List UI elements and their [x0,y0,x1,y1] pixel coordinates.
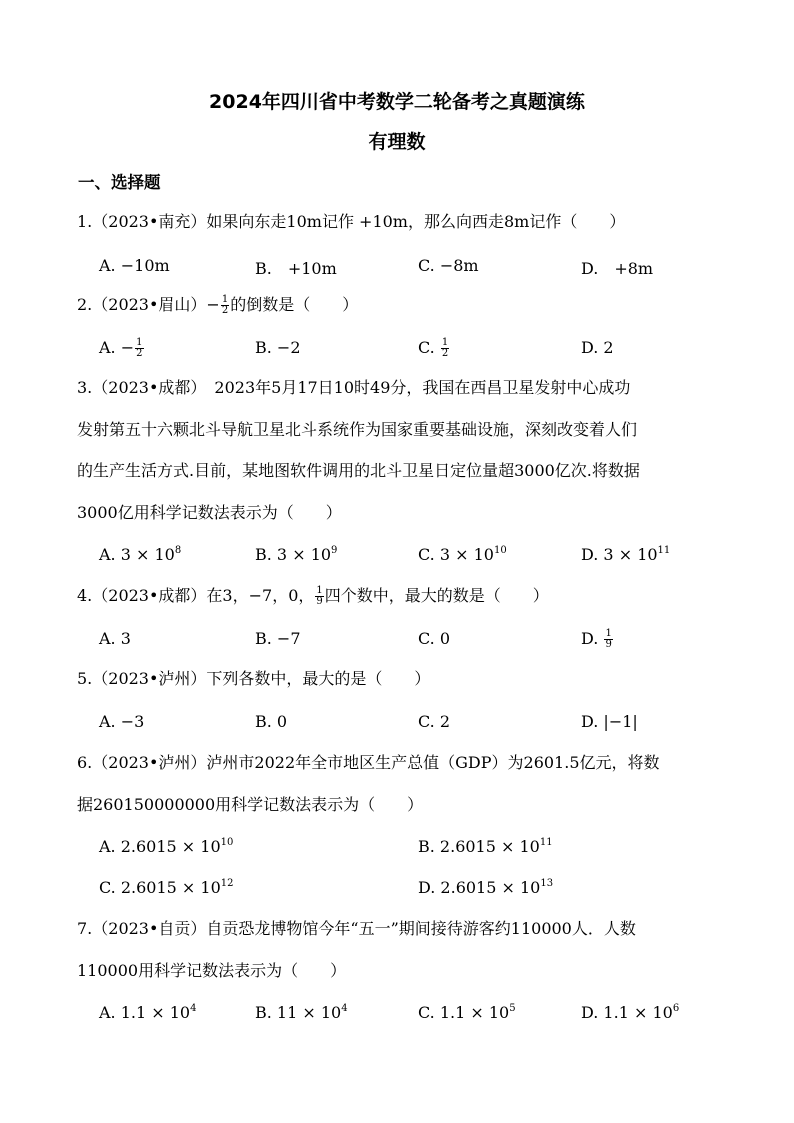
question-4-fraction [315,586,323,607]
question-2-option-b[interactable]: B. −2 [255,338,301,357]
question-2-option-c[interactable] [418,338,450,359]
option-base: A. 2.6015 × 10 [99,837,221,856]
fraction-numerator: 1 [316,585,323,596]
option-base: C. 1.1 × 10 [418,1003,510,1022]
question-3-line-3: 的生产生活方式.目前，某地图软件调用的北斗卫星日定位量超3000亿次.将数据 [77,461,640,480]
question-2-stem [77,284,727,326]
question-3-line-2: 发射第五十六颗北斗导航卫星北斗系统作为国家重要基础设施，深刻改变着人们 [77,419,638,439]
option-base: A. 3 × 10 [99,545,175,564]
fraction-numerator: 1 [441,337,449,348]
question-6 [77,742,727,825]
option-exponent: 10 [220,837,234,848]
option-base: C. 2.6015 × 10 [99,878,221,897]
option-exponent: 10 [493,545,507,556]
option-exponent: 8 [174,545,182,556]
option-base: B. 2.6015 × 10 [418,837,540,856]
option-base: A. 1.1 × 10 [99,1003,191,1022]
question-3-options [99,545,739,575]
question-5-options [99,712,739,742]
question-5-option-b[interactable]: B. 0 [255,712,288,731]
question-7-line-2: 110000用科学记数法表示为（ ） [77,960,347,980]
question-4-option-b[interactable]: B. −7 [255,629,301,648]
option-base: D. 3 × 10 [581,545,658,564]
question-2-options [99,338,739,368]
question-1-option-a[interactable]: A. −10m [99,256,170,275]
question-4-option-c[interactable]: C. 0 [418,629,451,648]
page-title: 2024年四川省中考数学二轮备考之真题演练 [209,91,585,113]
question-1-options [99,256,739,286]
question-3-line-4: 3000亿用科学记数法表示为（ ） [77,502,342,522]
option-exponent: 11 [657,545,671,556]
page-subtitle: 有理数 [368,131,426,153]
question-4-options [99,629,739,659]
fraction-numerator: 1 [605,628,612,639]
option-exponent: 4 [190,1003,197,1014]
fraction-denominator: 2 [221,305,229,316]
option-exponent: 9 [331,545,338,556]
question-2-option-d[interactable]: D. 2 [581,338,614,357]
fraction-denominator: 9 [605,639,612,650]
option-exponent: 11 [539,837,553,848]
question-6-line-2: 据260150000000用科学记数法表示为（ ） [77,794,424,814]
question-4-option-d[interactable] [581,629,614,650]
option-a-prefix: A. − [99,338,135,357]
question-2-option-a[interactable] [99,338,145,359]
question-7-options [99,1003,739,1033]
question-6-options-row-1 [99,837,739,867]
option-exponent: 6 [672,1003,680,1014]
question-5-option-a[interactable]: A. −3 [99,712,145,731]
question-3-option-d[interactable] [581,545,670,564]
question-3 [77,367,727,533]
option-base: C. 3 × 10 [418,545,494,564]
fraction-numerator: 1 [221,294,229,305]
option-a-fraction [135,338,143,359]
question-1-option-b[interactable]: B. +10m [255,259,337,278]
fraction-numerator: 1 [136,337,143,348]
question-2-stem-prefix: 2.（2023•眉山）− [77,295,220,314]
question-1 [77,201,727,243]
option-exponent: 12 [220,878,234,889]
fraction-denominator: 2 [136,348,143,359]
option-exponent: 13 [540,878,554,889]
question-5-stem: 5.（2023•泸州）下列各数中，最大的是（ ） [77,669,431,688]
option-exponent: 5 [509,1003,516,1014]
question-7-line-1: 7.（2023•自贡）自贡恐龙博物馆今年“五一”期间接待游客约110000人．人数 [77,919,636,938]
question-4-option-a[interactable]: A. 3 [99,629,131,648]
question-4-stem [77,575,727,617]
option-c-prefix: C. [418,338,440,357]
option-d-prefix: D. [581,629,604,648]
question-3-line-1: 3.（2023•成都） 2023年5月17日10时49分，我国在西昌卫星发射中心成功 [77,378,631,397]
question-7-option-d[interactable] [581,1003,679,1022]
question-2 [77,284,727,326]
question-5-option-c[interactable]: C. 2 [418,712,451,731]
question-5-option-d[interactable]: D. |−1| [581,712,638,731]
question-7 [77,908,727,991]
question-6-option-c[interactable] [99,878,234,897]
question-1-option-c[interactable]: C. −8m [418,256,479,275]
question-2-fraction [221,295,229,316]
question-3-option-b[interactable] [255,545,337,564]
option-exponent: 4 [341,1003,348,1014]
question-5 [77,658,727,700]
question-6-line-1: 6.（2023•泸州）泸州市2022年全市地区生产总值（GDP）为2601.5亿元，将数 [77,753,660,772]
question-6-option-b[interactable] [418,837,553,856]
question-6-option-a[interactable] [99,837,233,856]
question-1-option-d[interactable]: D. +8m [581,259,654,278]
fraction-denominator: 9 [316,596,323,607]
question-6-option-d[interactable] [418,878,553,897]
question-3-option-c[interactable] [418,545,507,564]
question-7-option-b[interactable] [255,1003,348,1022]
question-7-option-a[interactable] [99,1003,196,1022]
option-base: D. 2.6015 × 10 [418,878,541,897]
question-6-options-row-2 [99,878,739,908]
question-4-stem-suffix: 四个数中，最大的数是（ ） [324,586,549,605]
question-2-stem-suffix: 的倒数是（ ） [230,295,359,314]
option-d-fraction [604,629,612,650]
question-4-stem-prefix: 4.（2023•成都）在3，−7，0， [77,586,315,605]
option-base: B. 11 × 10 [255,1003,342,1022]
question-4 [77,575,727,617]
section-heading: 一、选择题 [78,173,161,192]
question-1-stem: 1.（2023•南充）如果向东走10m记作 +10m，那么向西走8m记作（ ） [77,212,626,231]
question-3-option-a[interactable] [99,545,181,564]
fraction-denominator: 2 [441,348,449,359]
option-c-fraction [441,338,449,359]
option-base: B. 3 × 10 [255,545,332,564]
question-7-option-c[interactable] [418,1003,516,1022]
option-base: D. 1.1 × 10 [581,1003,673,1022]
